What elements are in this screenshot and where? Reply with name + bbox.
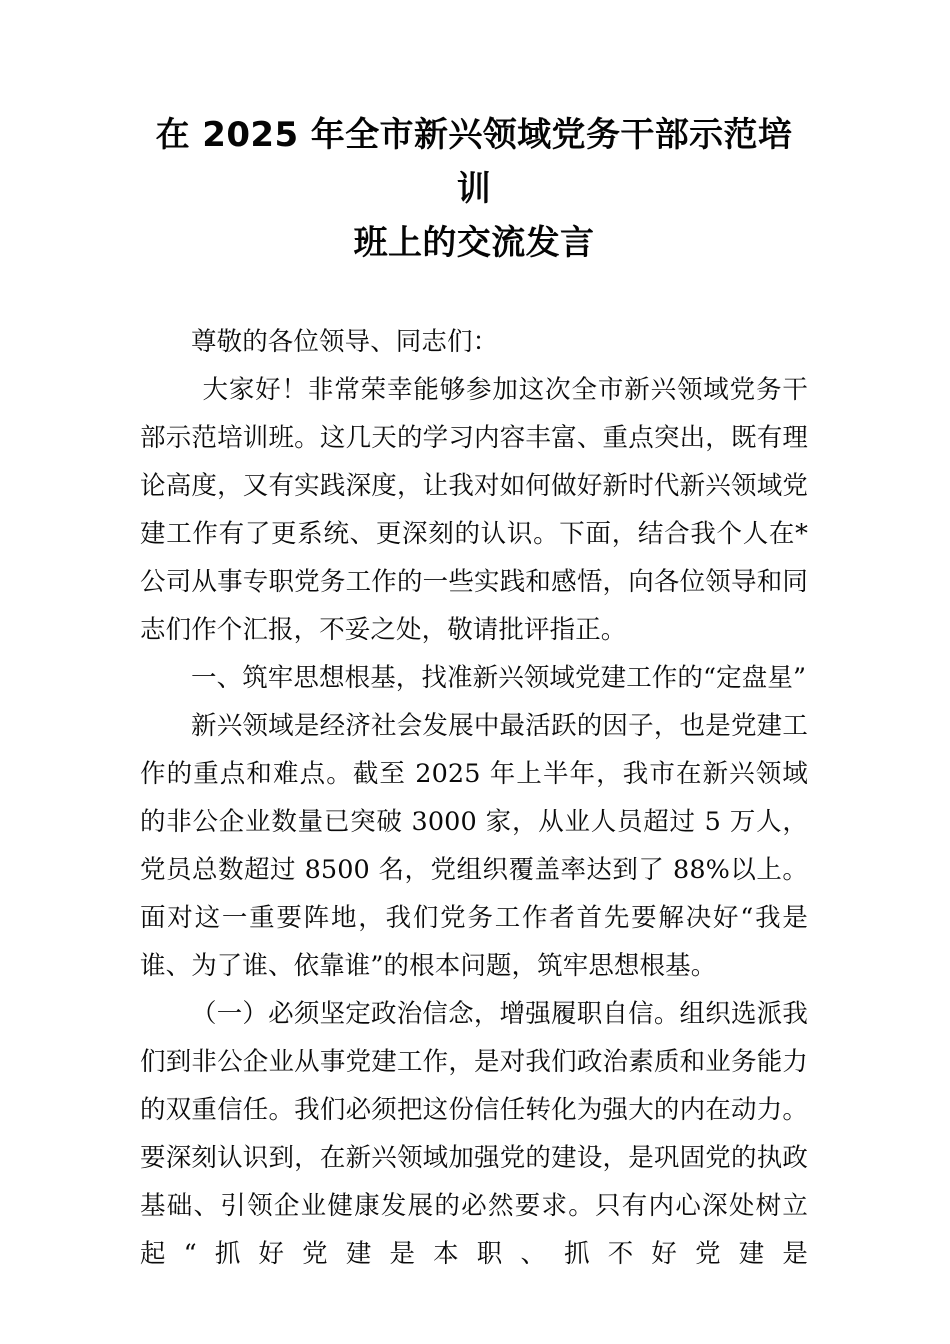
title-body-spacer (140, 270, 808, 318)
paragraph-opening: 大家好！非常荣幸能够参加这次全市新兴领域党务干部示范培训班。这几天的学习内容丰富、重点突出，既有理论高度，又有实践深度，让我对如何做好新时代新兴领域党建工作有了更系统、更深刻的认识。下面，结合我个人在*公司从事专职党务工作的一些实践和感悟，向各位领导和同志们作个汇报，不妥之处，敬请批评指正。 (140, 375, 808, 645)
document-title-line-2: 班上的交流发言 (353, 223, 595, 263)
heading-section-one: 一、筑牢思想根基，找准新兴领域党建工作的“定盘星” (191, 663, 807, 693)
document-content (140, 108, 808, 1278)
paragraph-section-one-body: 新兴领域是经济社会发展中最活跃的因子，也是党建工作的重点和难点。截至 2025 年上半年，我市在新兴领域的非公企业数量已突破 3000 家，从业人员超过 5 万人，党员总数超过 8500 名，党组织覆盖率达到了 88%以上。面对这一重要阵地，我们党务工作者首先要解决好“我是谁、为了谁、依靠谁”的根本问题，筑牢思想根基。 (140, 711, 808, 981)
document-title (140, 108, 808, 270)
salutation: 尊敬的各位领导、同志们： (191, 327, 499, 357)
document-title-line-1: 在 2025 年全市新兴领域党务干部示范培训 (155, 115, 793, 209)
paragraph-subsection-one-one: （一）必须坚定政治信念，增强履职自信。组织选派我们到非公企业从事党建工作，是对我们政治素质和业务能力的双重信任。我们必须把这份信任转化为强大的内在动力。要深刻认识到，在新兴领域加强党的建设，是巩固党的执政基础、引领企业健康发展的必然要求。只有内心深处树立起“抓好党建是本职、抓不好党建是 (140, 999, 808, 1269)
